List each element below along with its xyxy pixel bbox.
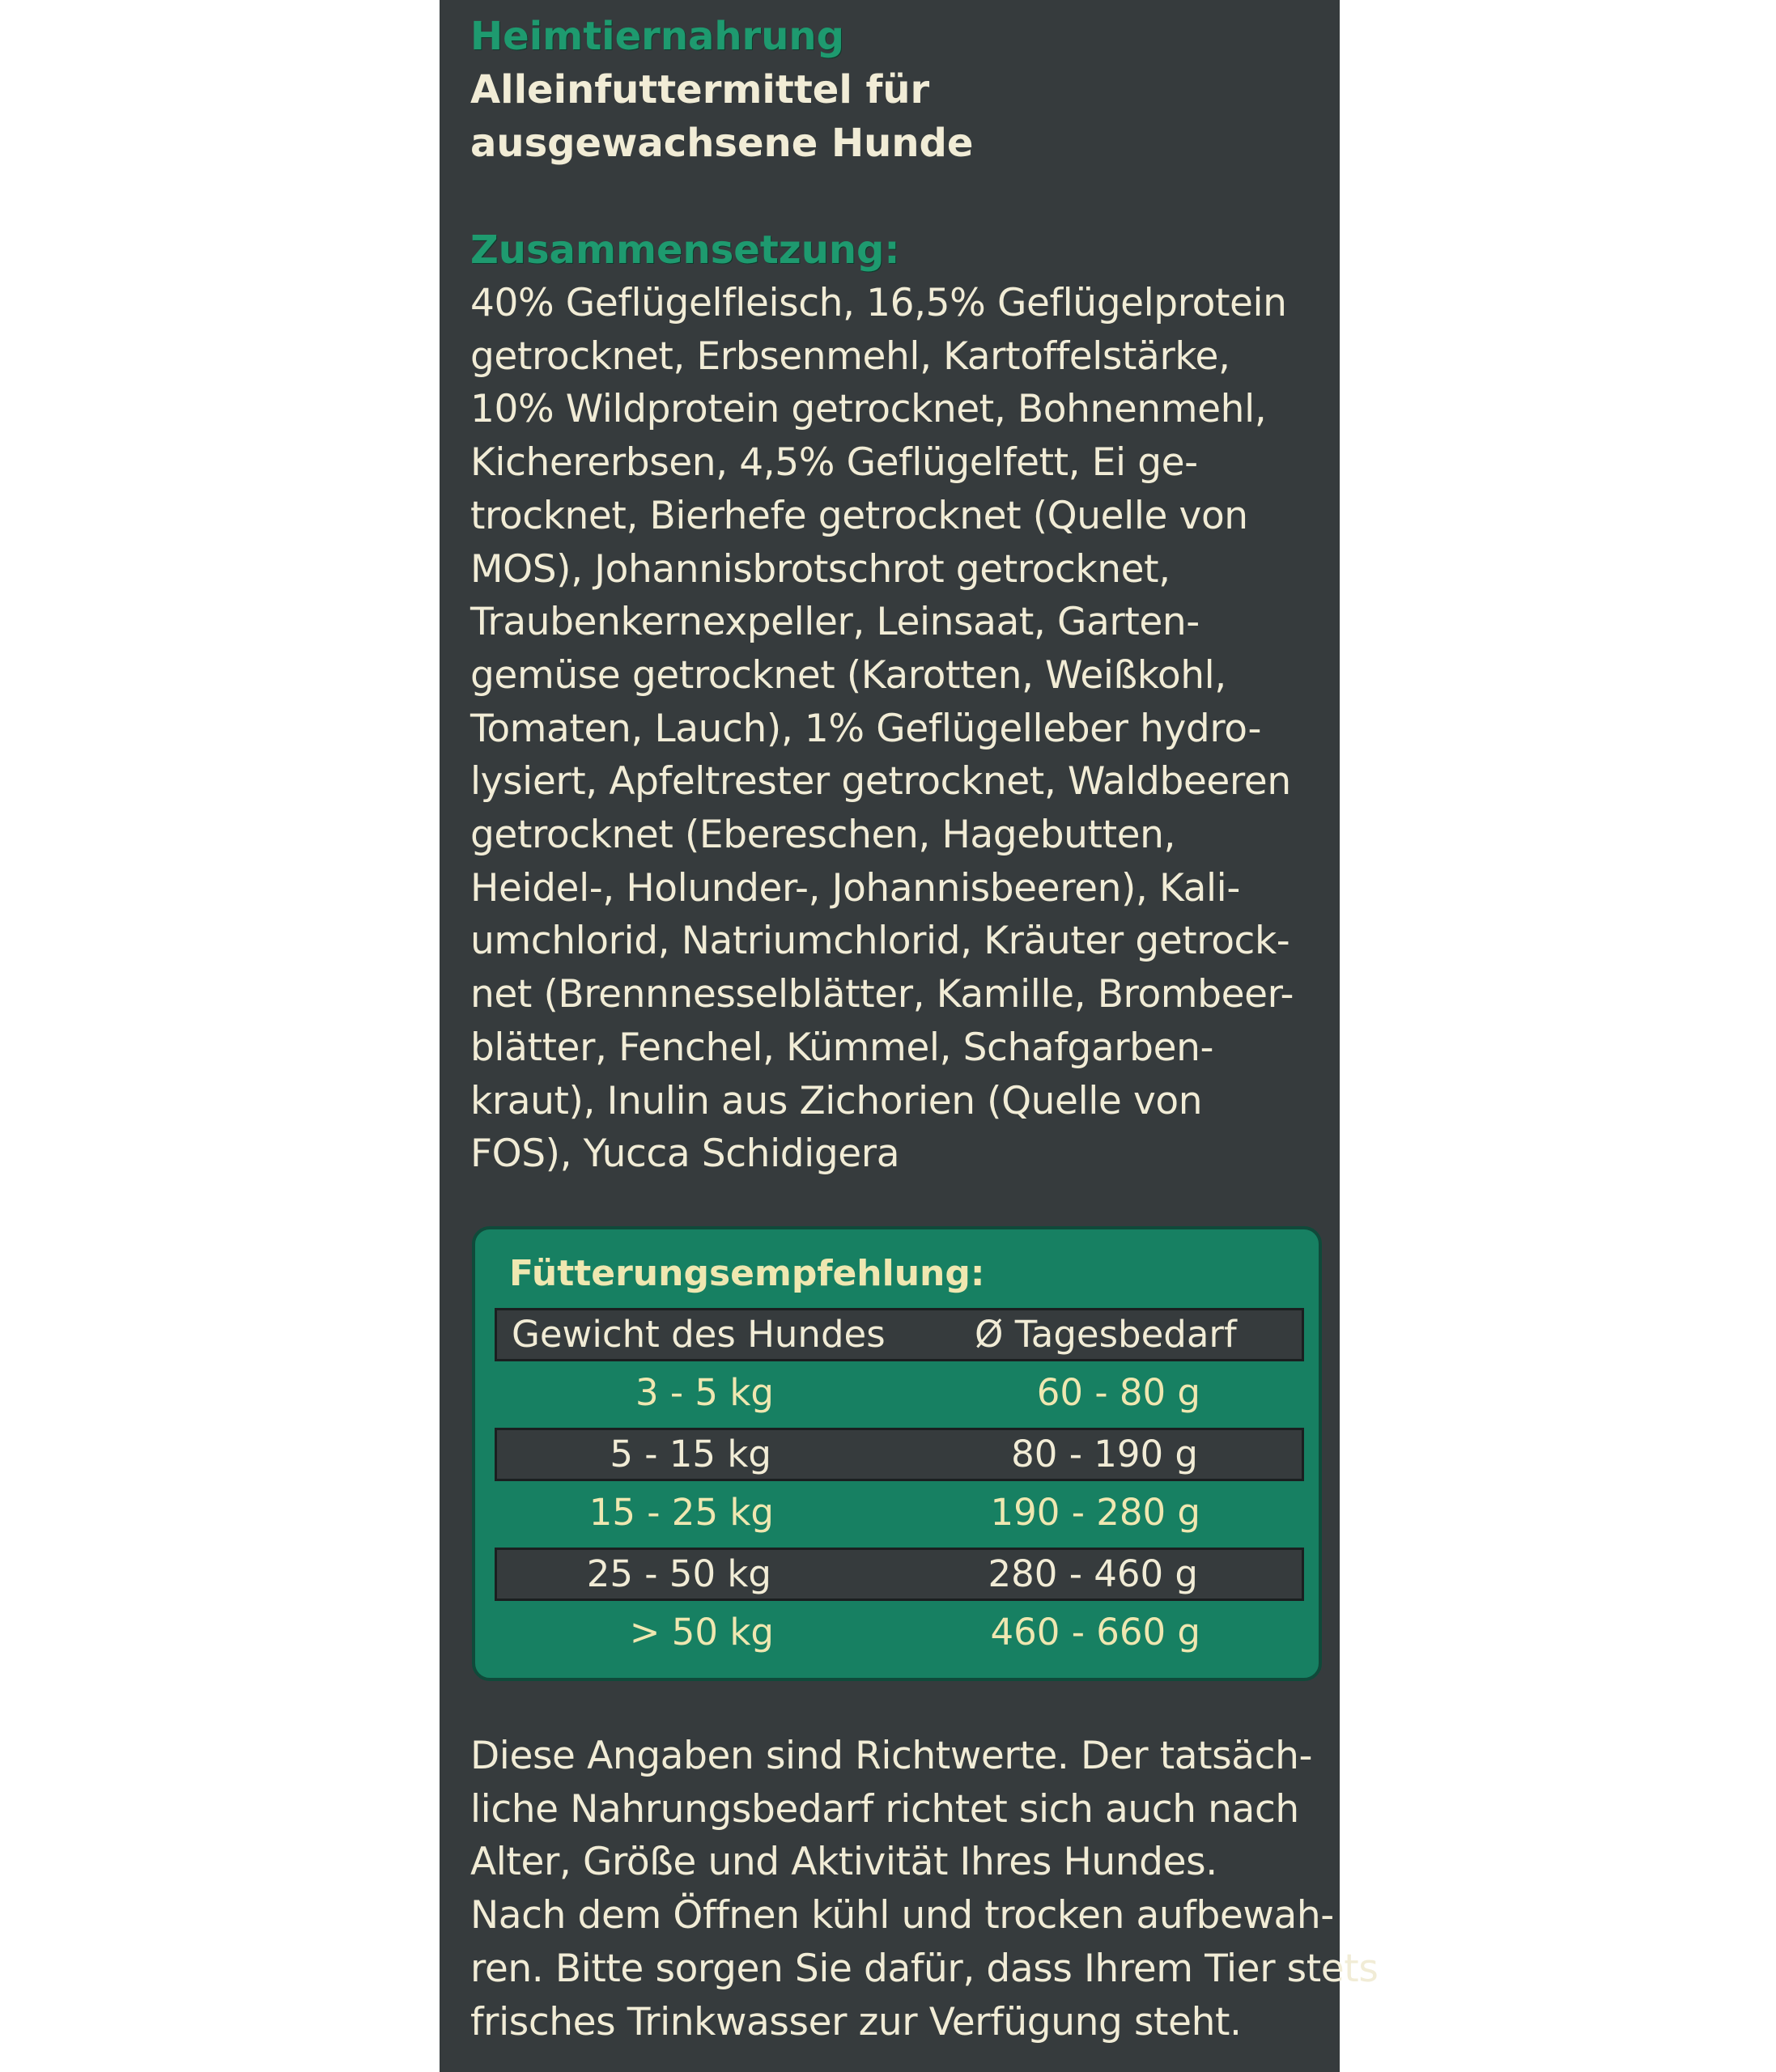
composition-heading: Zusammensetzung: bbox=[470, 227, 900, 273]
composition-line: 40% Geflügelfleisch, 16,5% Geflügelprotein bbox=[470, 281, 1287, 325]
weight-cell: 15 - 25 kg bbox=[588, 1491, 774, 1534]
column-header-amount: Ø Tagesbedarf bbox=[975, 1313, 1237, 1356]
notes-line: liche Nahrungsbedarf richtet sich auch nach bbox=[470, 1786, 1299, 1832]
composition-line: kraut), Inulin aus Zichorien (Quelle von bbox=[470, 1078, 1203, 1123]
composition-block bbox=[470, 223, 1328, 1181]
amount-cell: 80 - 190 g bbox=[1011, 1433, 1198, 1475]
composition-text bbox=[470, 277, 1328, 1181]
table-row bbox=[495, 1608, 1304, 1662]
header-block bbox=[470, 10, 1328, 170]
notes-line: ren. Bitte sorgen Sie dafür, dass Ihrem Tier stets bbox=[470, 1946, 1379, 1991]
composition-line: net (Brennnesselblätter, Kamille, Brombeer- bbox=[470, 972, 1294, 1017]
product-line-2: ausgewachsene Hunde bbox=[470, 121, 974, 166]
composition-line: MOS), Johannisbrotschrot getrocknet, bbox=[470, 546, 1171, 592]
composition-line: Heidel-, Holunder-, Johannisbeeren), Kali- bbox=[470, 865, 1240, 911]
weight-cell: 25 - 50 kg bbox=[586, 1552, 771, 1595]
table-row bbox=[495, 1369, 1304, 1422]
composition-line: trocknet, Bierhefe getrocknet (Quelle von bbox=[470, 493, 1248, 538]
product-line-1: Alleinfuttermittel für bbox=[470, 67, 930, 113]
notes-line: Diese Angaben sind Richtwerte. Der tatsäch- bbox=[470, 1734, 1313, 1778]
composition-line: getrocknet (Ebereschen, Hagebutten, bbox=[470, 813, 1176, 858]
composition-line: Traubenkernexpeller, Leinsaat, Garten- bbox=[470, 600, 1200, 645]
notes-block bbox=[470, 1730, 1379, 2049]
notes-text bbox=[470, 1730, 1379, 2049]
weight-cell: 5 - 15 kg bbox=[610, 1433, 771, 1475]
label-panel bbox=[440, 0, 1379, 2072]
table-row bbox=[495, 1548, 1304, 1601]
notes-line: Alter, Größe und Aktivität Ihres Hundes. bbox=[470, 1840, 1217, 1885]
feeding-recommendation-box bbox=[472, 1226, 1322, 1681]
weight-cell: > 50 kg bbox=[629, 1611, 774, 1654]
composition-line: 10% Wildprotein getrocknet, Bohnenmehl, bbox=[470, 387, 1267, 432]
feeding-title: Fütterungsempfehlung: bbox=[509, 1253, 985, 1294]
amount-cell: 60 - 80 g bbox=[1036, 1371, 1200, 1414]
column-header-weight: Gewicht des Hundes bbox=[512, 1313, 886, 1356]
composition-line: lysiert, Apfeltrester getrocknet, Waldbeeren bbox=[470, 759, 1291, 805]
table-row bbox=[495, 1488, 1304, 1542]
composition-line: getrocknet, Erbsenmehl, Kartoffelstärke, bbox=[470, 333, 1230, 379]
notes-line: frisches Trinkwasser zur Verfügung steht. bbox=[470, 1999, 1242, 2044]
weight-cell: 3 - 5 kg bbox=[635, 1371, 774, 1414]
composition-line: Tomaten, Lauch), 1% Geflügelleber hydro- bbox=[470, 706, 1262, 751]
category-heading: Heimtiernahrung bbox=[470, 14, 844, 59]
composition-line: FOS), Yucca Schidigera bbox=[470, 1132, 900, 1177]
amount-cell: 460 - 660 g bbox=[990, 1611, 1200, 1654]
table-row bbox=[495, 1428, 1304, 1481]
amount-cell: 190 - 280 g bbox=[990, 1491, 1200, 1534]
composition-line: gemüse getrocknet (Karotten, Weißkohl, bbox=[470, 652, 1226, 698]
composition-line: umchlorid, Natriumchlorid, Kräuter getrock- bbox=[470, 919, 1290, 964]
feeding-table-header bbox=[495, 1308, 1304, 1361]
composition-line: Kichererbsen, 4,5% Geflügelfett, Ei ge- bbox=[470, 440, 1198, 486]
amount-cell: 280 - 460 g bbox=[988, 1552, 1198, 1595]
notes-line: Nach dem Öffnen kühl und trocken aufbewah- bbox=[470, 1893, 1334, 1938]
composition-line: blätter, Fenchel, Kümmel, Schafgarben- bbox=[470, 1025, 1214, 1070]
